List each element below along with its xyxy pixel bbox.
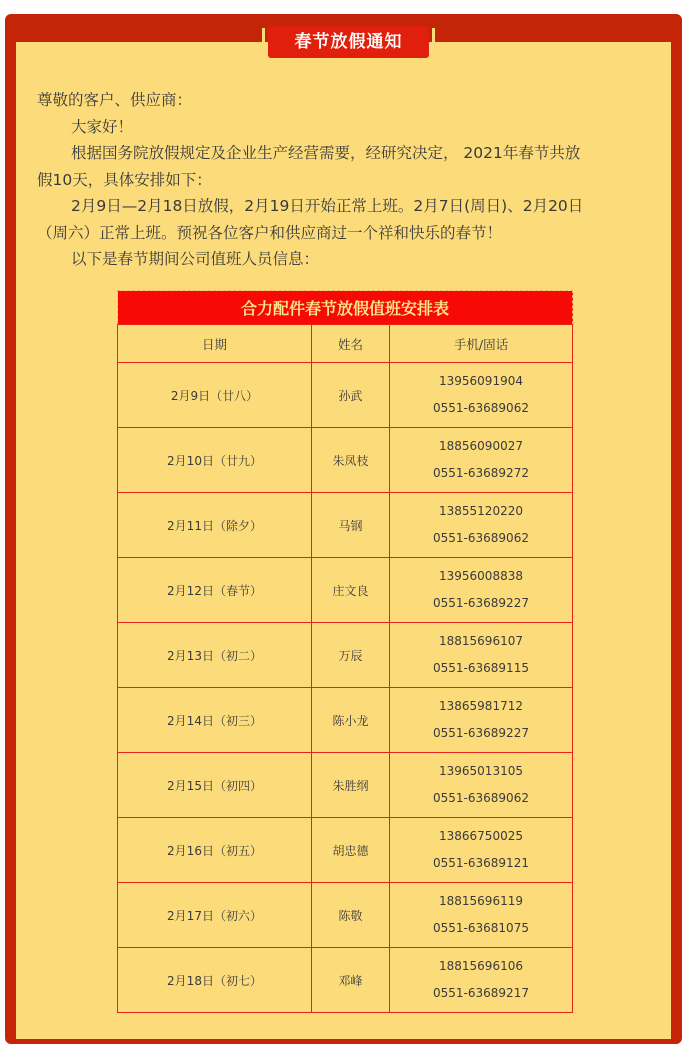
table-row (118, 948, 573, 1013)
mobile-number: 18815696106 (439, 959, 523, 973)
table-row (118, 623, 573, 688)
duty-contact (390, 623, 573, 688)
duty-contact (390, 948, 573, 1013)
mobile-number: 18815696107 (439, 634, 523, 648)
table-row (118, 883, 573, 948)
duty-contact (390, 558, 573, 623)
table-row (118, 753, 573, 818)
greeting: 尊敬的客户、供应商： (37, 91, 193, 109)
landline-number: 0551-63689121 (433, 856, 529, 870)
duty-date: 2月10日（廿九） (118, 428, 312, 493)
paragraph-1-line-1: 根据国务院放假规定及企业生产经营需要，经研究决定， 2021年春节共放 (71, 144, 581, 162)
mobile-number: 13865981712 (439, 699, 523, 713)
table-row (118, 363, 573, 428)
duty-person: 马钢 (312, 493, 390, 558)
duty-date: 2月9日（廿八） (118, 363, 312, 428)
duty-person: 庄文良 (312, 558, 390, 623)
hello-line: 大家好！ (71, 117, 134, 136)
duty-person: 万辰 (312, 623, 390, 688)
paragraph-2-line-2: （周六）正常上班。预祝各位客户和供应商过一个祥和快乐的春节！ (37, 223, 503, 242)
duty-contact (390, 493, 573, 558)
landline-number: 0551-63689062 (433, 401, 529, 415)
duty-date: 2月13日（初二） (118, 623, 312, 688)
notice-title (268, 26, 429, 58)
mobile-number: 18815696119 (439, 894, 523, 908)
mobile-number: 13956091904 (439, 374, 523, 388)
landline-number: 0551-63689227 (433, 596, 529, 610)
mobile-number: 13965013105 (439, 764, 523, 778)
header-phone: 手机/固话 (390, 325, 573, 363)
duty-person: 胡忠德 (312, 818, 390, 883)
landline-number: 0551-63681075 (433, 921, 529, 935)
title-right-ornament (432, 28, 435, 56)
landline-number: 0551-63689217 (433, 986, 529, 1000)
duty-date: 2月12日（春节） (118, 558, 312, 623)
duty-person: 邓峰 (312, 948, 390, 1013)
landline-number: 0551-63689062 (433, 531, 529, 545)
notice-body (37, 87, 677, 273)
paragraph-2-line-1: 2月9日—2月18日放假，2月19日开始正常上班。2月7日(周日)、2月20日 (71, 197, 584, 215)
duty-person: 孙武 (312, 363, 390, 428)
duty-schedule-table (117, 290, 573, 1013)
duty-contact (390, 883, 573, 948)
landline-number: 0551-63689227 (433, 726, 529, 740)
table-row (118, 558, 573, 623)
table-body (118, 363, 573, 1013)
duty-person: 朱胜纲 (312, 753, 390, 818)
landline-number: 0551-63689062 (433, 791, 529, 805)
duty-contact (390, 428, 573, 493)
landline-number: 0551-63689272 (433, 466, 529, 480)
table-row (118, 818, 573, 883)
mobile-number: 13866750025 (439, 829, 523, 843)
table-caption: 合力配件春节放假值班安排表 (118, 291, 573, 325)
mobile-number: 18856090027 (439, 439, 523, 453)
duty-person: 朱凤枝 (312, 428, 390, 493)
duty-date: 2月17日（初六） (118, 883, 312, 948)
header-name: 姓名 (312, 325, 390, 363)
title-left-ornament (262, 28, 265, 56)
duty-date: 2月11日（除夕） (118, 493, 312, 558)
mobile-number: 13855120220 (439, 504, 523, 518)
table-row (118, 428, 573, 493)
duty-date: 2月14日（初三） (118, 688, 312, 753)
duty-contact (390, 688, 573, 753)
mobile-number: 13956008838 (439, 569, 523, 583)
notice-title-text: 春节放假通知 (294, 32, 403, 52)
duty-date: 2月16日（初五） (118, 818, 312, 883)
duty-person: 陈敬 (312, 883, 390, 948)
table-row (118, 493, 573, 558)
duty-contact (390, 363, 573, 428)
table-header-row (118, 325, 573, 363)
duty-person: 陈小龙 (312, 688, 390, 753)
paragraph-3: 以下是春节期间公司值班人员信息： (71, 250, 320, 268)
duty-contact (390, 753, 573, 818)
landline-number: 0551-63689115 (433, 661, 529, 675)
duty-date: 2月15日（初四） (118, 753, 312, 818)
table-row (118, 688, 573, 753)
duty-date: 2月18日（初七） (118, 948, 312, 1013)
duty-contact (390, 818, 573, 883)
paragraph-1-line-2: 假10天，具体安排如下： (37, 170, 212, 189)
header-date: 日期 (118, 325, 312, 363)
